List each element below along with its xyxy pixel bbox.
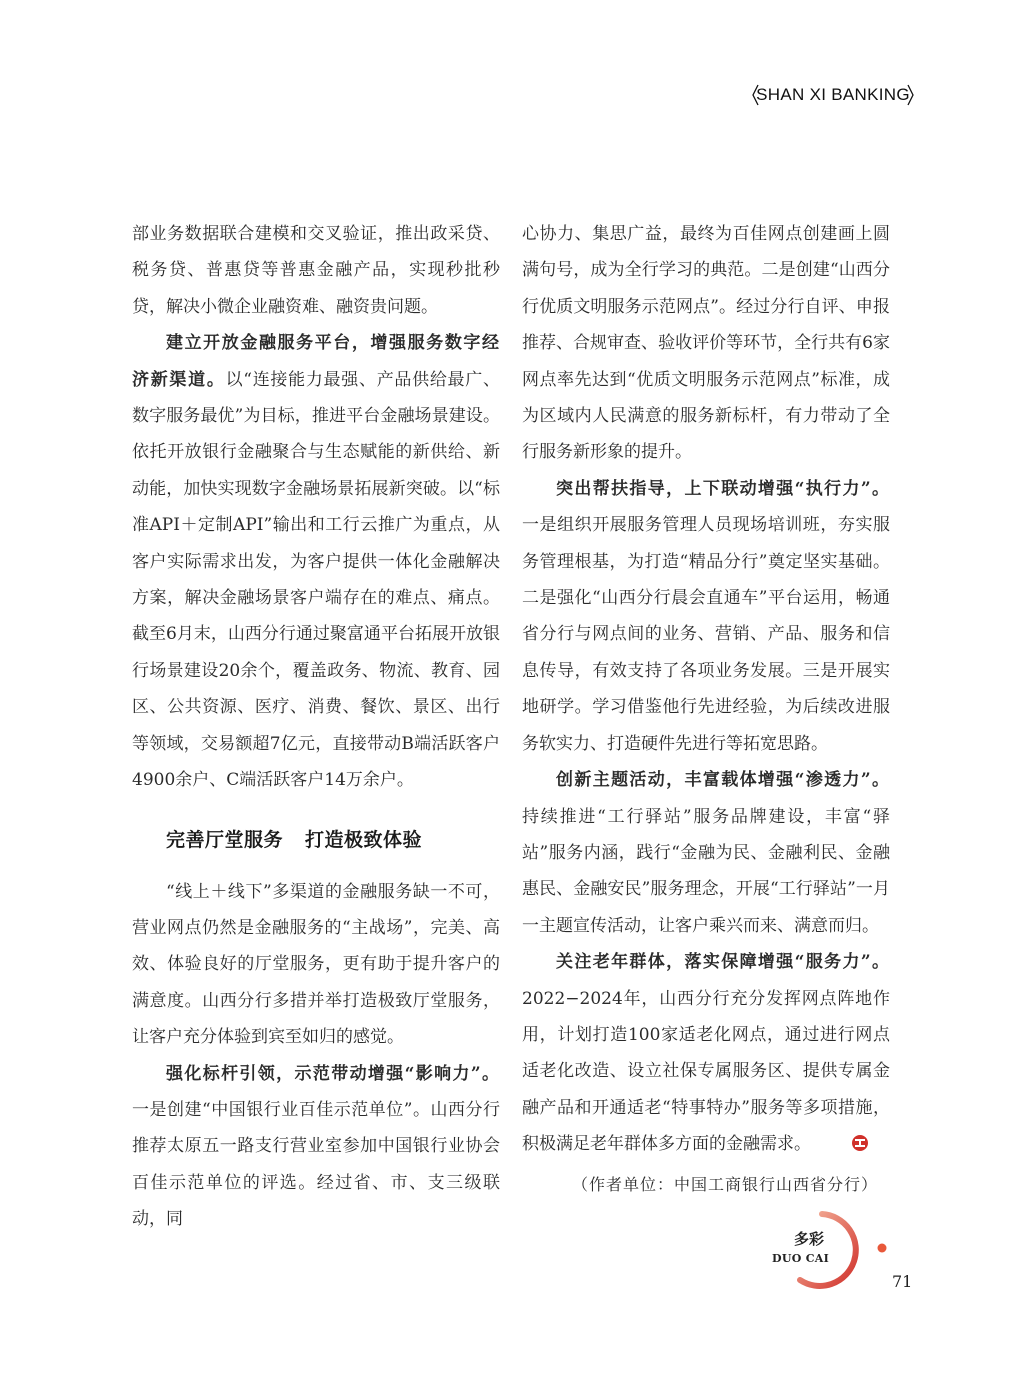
paragraph-lead: 关注老年群体，落实保障增强“服务力”。 <box>556 952 890 973</box>
running-header <box>752 84 914 106</box>
paragraph <box>522 944 890 1165</box>
page-number: 71 <box>892 1272 913 1291</box>
paragraph-body: 持续推进“工行驿站”服务品牌建设，丰富“驿站”服务内涵，践行“金融为民、金融利民、金融惠民、金融安民”服务理念，开展“工行驿站”一月一主题宣传活动，让客户乘兴而来、满意而归。 <box>522 806 890 936</box>
paragraph-body: 一是组织开展服务管理人员现场培训班，夯实服务管理根基，为打造“精品分行”奠定坚实基础。二是强化“山西分行晨会直通车”平台运用，畅通省分行与网点间的业务、营销、产品、服务和信息传导，有效支持了各项业务发展。三是开展实地研学。学习借鉴他行先进经验，为后续改进服务软实力、打造硬件先进行等拓宽思路。 <box>522 515 890 754</box>
paragraph <box>132 325 500 798</box>
section-badge-icon <box>770 1210 890 1290</box>
paragraph-lead: 突出帮扶指导，上下联动增强“执行力”。 <box>556 478 890 499</box>
paragraph-body: 一是创建“中国银行业百佳示范单位”。山西分行推荐太原五一路支行营业室参加中国银行业协会百佳示范单位的评选。经过省、市、支三级联动，同 <box>132 1099 500 1230</box>
author-byline: （作者单位：中国工商银行山西省分行） <box>571 1174 878 1194</box>
section-heading-part2: 打造极致体验 <box>305 828 423 851</box>
header-title: SHAN XI BANKING <box>756 85 910 104</box>
paragraph <box>522 471 890 762</box>
badge-label-cn: 多彩 <box>794 1230 825 1248</box>
paragraph <box>132 1056 500 1238</box>
bank-logo-icon <box>817 1129 869 1165</box>
paragraph-lead: 创新主题活动，丰富载体增强“渗透力”。 <box>556 770 890 791</box>
right-column <box>522 216 890 1200</box>
paragraph <box>522 762 890 944</box>
left-column <box>132 216 500 1238</box>
paragraph: “线上＋线下”多渠道的金融服务缺一不可，营业网点仍然是金融服务的“主战场”，完美、高效、体验良好的厅堂服务，更有助于提升客户的满意度。山西分行多措并举打造极致厅堂服务，让客户充分体验到宾至如归的感觉。 <box>132 881 500 1048</box>
section-heading <box>166 825 500 852</box>
paragraph: 心协力、集思广益，最终为百佳网点创建画上圆满句号，成为全行学习的典范。二是创建“山西分行优质文明服务示范网点”。经过分行自评、申报推荐、合规审查、验收评价等环节，全行共有6家网点率先达到“优质文明服务示范网点”标准，成为区域内人民满意的服务新标杆，有力带动了全行服务新形象的提升。 <box>522 224 890 463</box>
paragraph-lead: 建立开放金融服务平台，增强服务数字经济新渠道。 <box>132 333 500 390</box>
section-heading-part1: 完善厅堂服务 <box>166 828 284 851</box>
paragraph: 部业务数据联合建模和交叉验证，推出政采贷、税务贷、普惠贷等普惠金融产品，实现秒批秒贷，解决小微企业融资难、融资贵问题。 <box>132 224 500 317</box>
badge-label-en: DUO CAI <box>772 1252 830 1265</box>
paragraph-body: 以“连接能力最强、产品供给最广、数字服务最优”为目标，推进平台金融场景建设。依托开放银行金融聚合与生态赋能的新供给、新动能，加快实现数字金融场景拓展新突破。以“标准API＋定制API”输出和工行云推广为重点，从客户实际需求出发，为客户提供一体化金融解决方案，解决金融场景客户端存在的难点、痛点。截至6月末，山西分行通过聚富通平台拓展开放银行场景建设20余个，覆盖政务、物流、教育、园区、公共资源、医疗、消费、餐饮、景区、出行等领域，交易额超7亿元，直接带动B端活跃客户4900余户、C端活跃客户14万余户。 <box>132 369 500 791</box>
paragraph-body: 2022−2024年，山西分行充分发挥网点阵地作用，计划打造100家适老化网点，通过进行网点适老化改造、设立社保专属服务区、提供专属金融产品和开通适老“特事特办”服务等多项措施，积极满足老年群体多方面的金融需求。 <box>522 988 890 1155</box>
paragraph-lead: 强化标杆引领，示范带动增强“影响力”。 <box>166 1063 500 1084</box>
